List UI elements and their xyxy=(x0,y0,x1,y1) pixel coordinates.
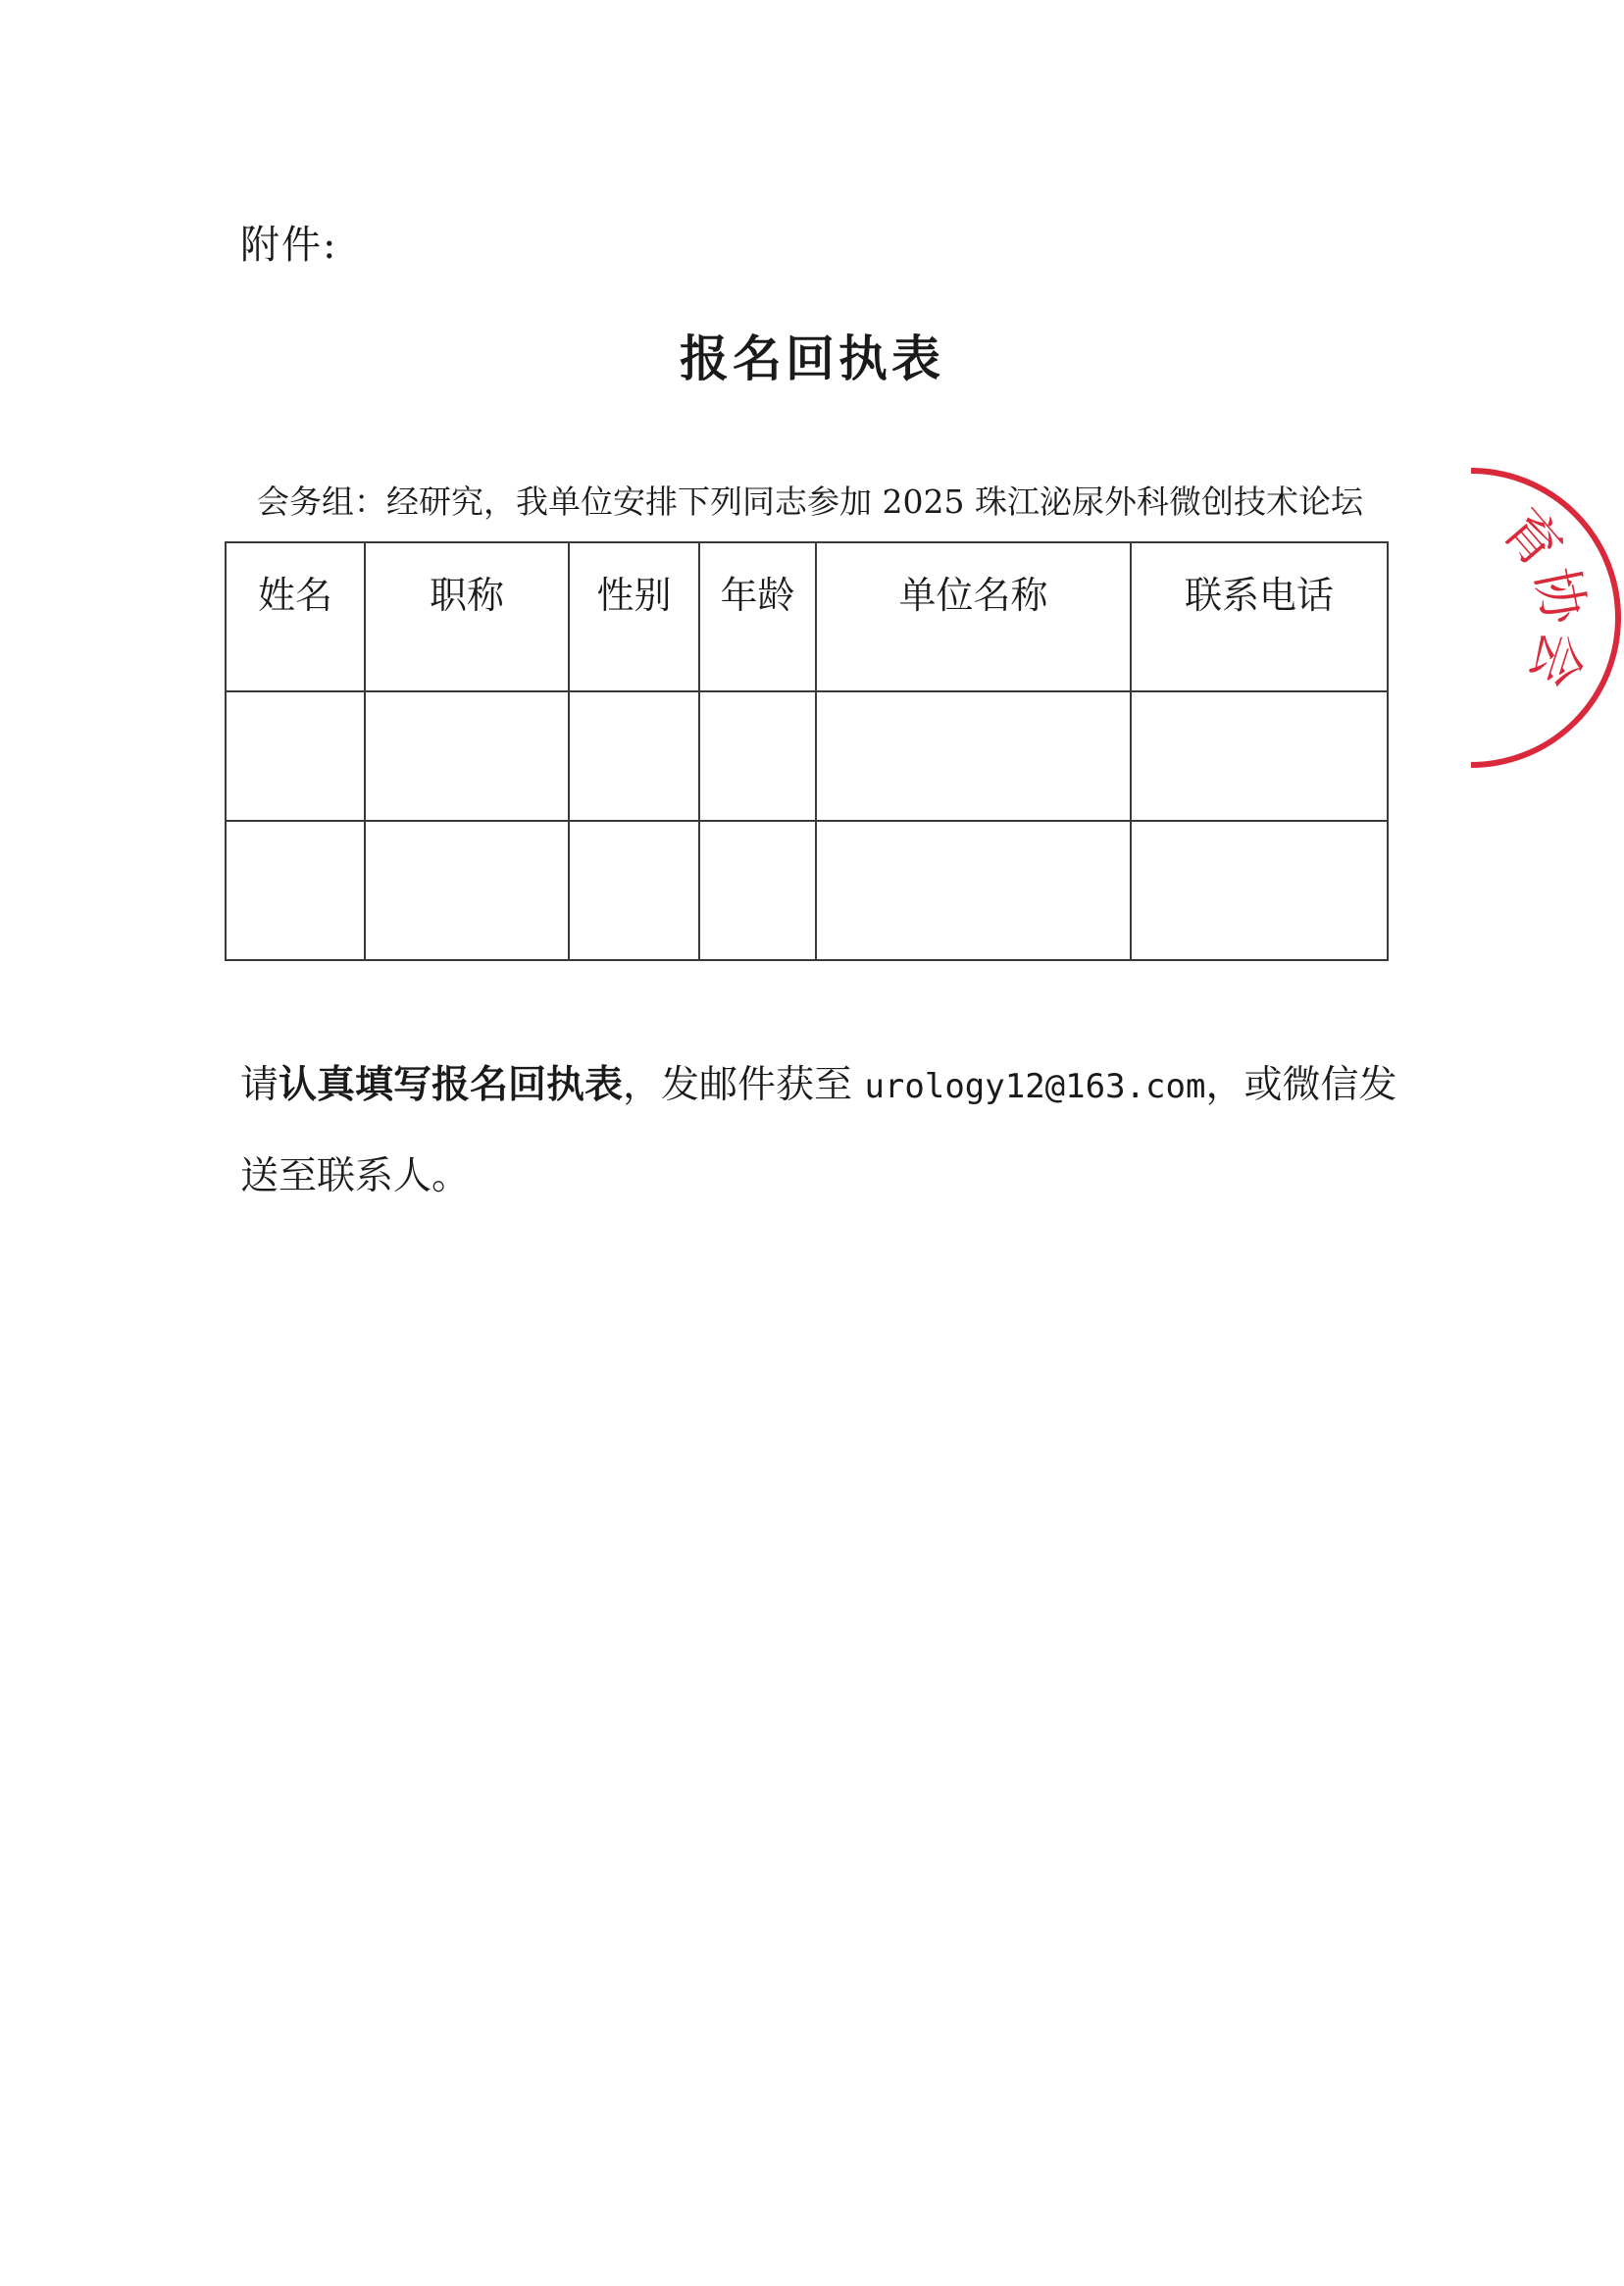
note-prefix: 请 xyxy=(240,1063,279,1107)
table-cell[interactable] xyxy=(365,691,569,821)
table-cell[interactable] xyxy=(816,821,1131,960)
table-cell[interactable] xyxy=(365,821,569,960)
header-name: 姓名 xyxy=(226,542,365,691)
header-gender: 性别 xyxy=(569,542,699,691)
table-cell[interactable] xyxy=(699,691,816,821)
note-email-intro: ，发邮件获至 xyxy=(623,1063,865,1107)
intro-text: 会务组：经研究，我单位安排下列同志参加 2025 珠江泌尿外科微创技术论坛 xyxy=(257,483,1363,521)
table-cell[interactable] xyxy=(1131,821,1388,960)
note-emphasis: 认真填写报名回执表 xyxy=(279,1062,624,1107)
instruction-note xyxy=(240,1040,1397,1222)
registration-table xyxy=(225,541,1389,961)
email-address: urology12@163.com xyxy=(864,1067,1206,1106)
form-title: 报名回执表 xyxy=(680,330,944,387)
table-cell[interactable] xyxy=(699,821,816,960)
note-suffix: ，或微信发送至联系人。 xyxy=(240,1063,1397,1198)
header-age: 年龄 xyxy=(699,542,816,691)
seal-graphic xyxy=(1412,449,1624,773)
table-cell[interactable] xyxy=(1131,691,1388,821)
header-phone: 联系电话 xyxy=(1131,542,1388,691)
header-organization: 单位名称 xyxy=(816,542,1131,691)
seal-text: 育协会 xyxy=(1489,496,1597,695)
official-seal xyxy=(1412,449,1624,773)
header-title: 职称 xyxy=(365,542,569,691)
table-cell[interactable] xyxy=(816,691,1131,821)
table-cell[interactable] xyxy=(226,821,365,960)
table-row xyxy=(226,691,1388,821)
table-cell[interactable] xyxy=(226,691,365,821)
table-header-row xyxy=(226,542,1388,691)
table-cell[interactable] xyxy=(569,691,699,821)
table-cell[interactable] xyxy=(569,821,699,960)
table-row xyxy=(226,821,1388,960)
attachment-label: 附件: xyxy=(240,223,338,268)
